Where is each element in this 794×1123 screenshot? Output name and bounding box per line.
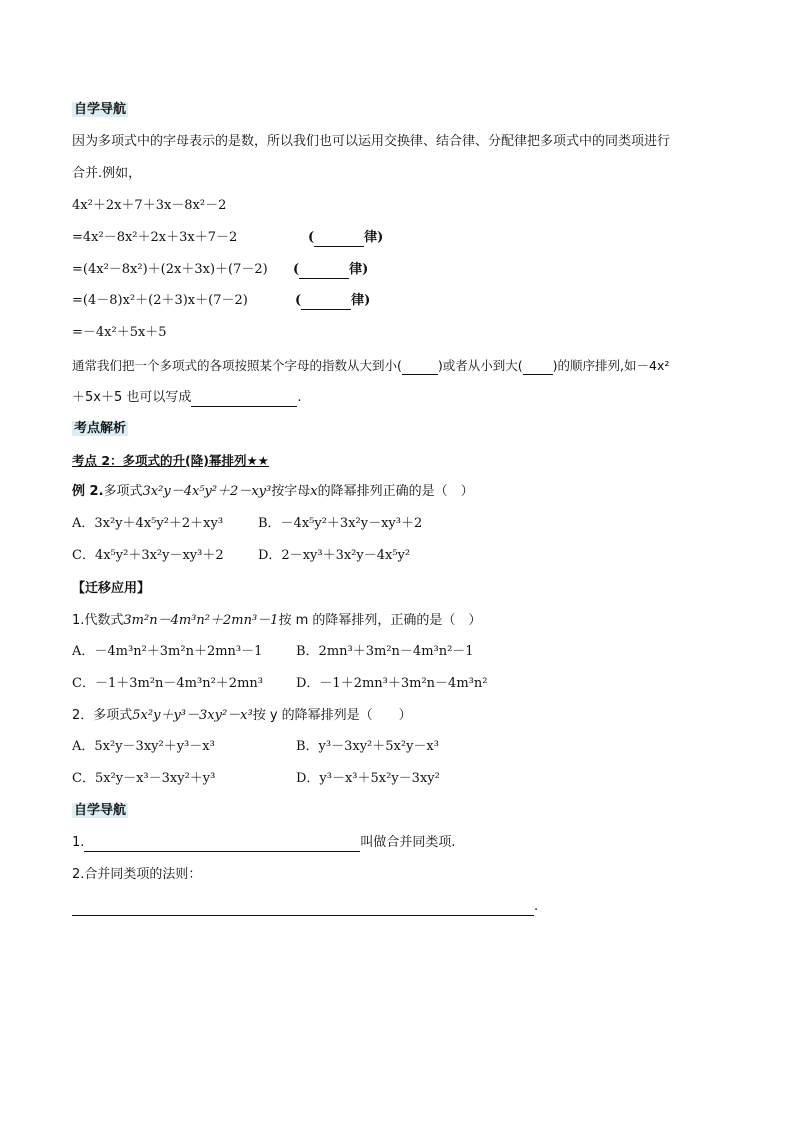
q1-option-a[interactable]: A．－4m³n²＋3m²n＋2mn³－1 [72, 644, 263, 659]
expression-step-2: =(4x²－8x²)＋(2x＋3x)＋(7－2) [72, 262, 268, 277]
q1-option-c[interactable]: C．－1＋3m²n－4m³n²＋2mn³ [72, 676, 263, 691]
fill-blank[interactable] [301, 295, 351, 310]
q1-option-b[interactable]: B．2mn³＋3m²n－4m³n²－1 [296, 644, 474, 659]
q2-option-c[interactable]: C．5x²y－x³－3xy²＋y³ [72, 771, 216, 786]
example-option-d[interactable]: D．2－xy³＋3x²y－4x⁵y² [258, 548, 411, 563]
law-blank-1: ( 律) [308, 230, 384, 245]
example-option-a[interactable]: A．3x²y＋4x⁵y²＋2＋xy³ [72, 516, 224, 531]
section-heading-transfer-application: 【迁移应用】 [72, 581, 151, 596]
expression-step-3: =(4－8)x²＋(2＋3)x＋(7－2) [72, 293, 248, 308]
example-option-b[interactable]: B．－4x⁵y²＋3x²y－xy³＋2 [258, 516, 423, 531]
fill-blank-ascending[interactable] [523, 360, 553, 375]
ordering-paragraph-line1: 通常我们把一个多项式的各项按照某个字母的指数从大到小( )或者从小到大( )的顺序排列,如－4x² [72, 358, 670, 373]
example-2-question: 例 2.多项式3x²y－4x⁵y²＋2－xy³按字母x的降幂排列正确的是（ ） [72, 484, 474, 499]
intro-paragraph-line1: 因为多项式中的字母表示的是数，所以我们也可以运用交换律、结合律、分配律把多项式中的同类项进行 [72, 134, 671, 149]
fill-blank-descending[interactable] [402, 360, 438, 375]
q2-option-d[interactable]: D．y³－x³＋5x²y－3xy² [296, 771, 440, 786]
law-blank-3: ( 律) [295, 293, 371, 308]
question-1: 1.代数式3m²n－4m³n²＋2mn³－1按 m 的降幂排列，正确的是（ ） [72, 613, 482, 628]
fill-blank-rule[interactable] [72, 901, 534, 916]
section-heading-self-study-1: 自学导航 [74, 102, 127, 117]
key-point-title: 考点 2：多项式的升(降)幂排列★★ [72, 453, 269, 468]
law-blank-2: ( 律) [293, 262, 369, 277]
expression-step-0: 4x²＋2x＋7＋3x－8x²－2 [72, 198, 227, 213]
rule-item-2: 2.合并同类项的法则： [72, 867, 202, 882]
q1-option-d[interactable]: D．－1＋2mn³＋3m²n－4m³n² [296, 676, 488, 691]
question-2: 2．多项式5x²y＋y³－3xy²－x³按 y 的降幂排列是（ ） [72, 708, 412, 723]
definition-item-1: 1. 叫做合并同类项. [72, 835, 456, 850]
section-heading-self-study-2: 自学导航 [74, 803, 127, 818]
q2-option-a[interactable]: A．5x²y－3xy²＋y³－x³ [72, 739, 215, 754]
fill-blank-rewrite[interactable] [191, 392, 297, 407]
section-heading-key-points: 考点解析 [74, 421, 127, 436]
expression-step-1: =4x²－8x²＋2x＋3x＋7－2 [72, 230, 238, 245]
fill-blank[interactable] [299, 264, 349, 279]
fill-blank[interactable] [314, 232, 364, 247]
q2-option-b[interactable]: B．y³－3xy²＋5x²y－x³ [296, 739, 439, 754]
rule-answer-line: . [72, 898, 538, 916]
intro-paragraph-line2: 合并.例如， [72, 166, 142, 181]
example-option-c[interactable]: C．4x⁵y²＋3x²y－xy³＋2 [72, 548, 224, 563]
expression-result: =－4x²＋5x＋5 [72, 325, 167, 340]
ordering-paragraph-line2: ＋5x＋5 也可以写成 . [72, 390, 302, 405]
fill-blank-definition[interactable] [84, 837, 360, 852]
